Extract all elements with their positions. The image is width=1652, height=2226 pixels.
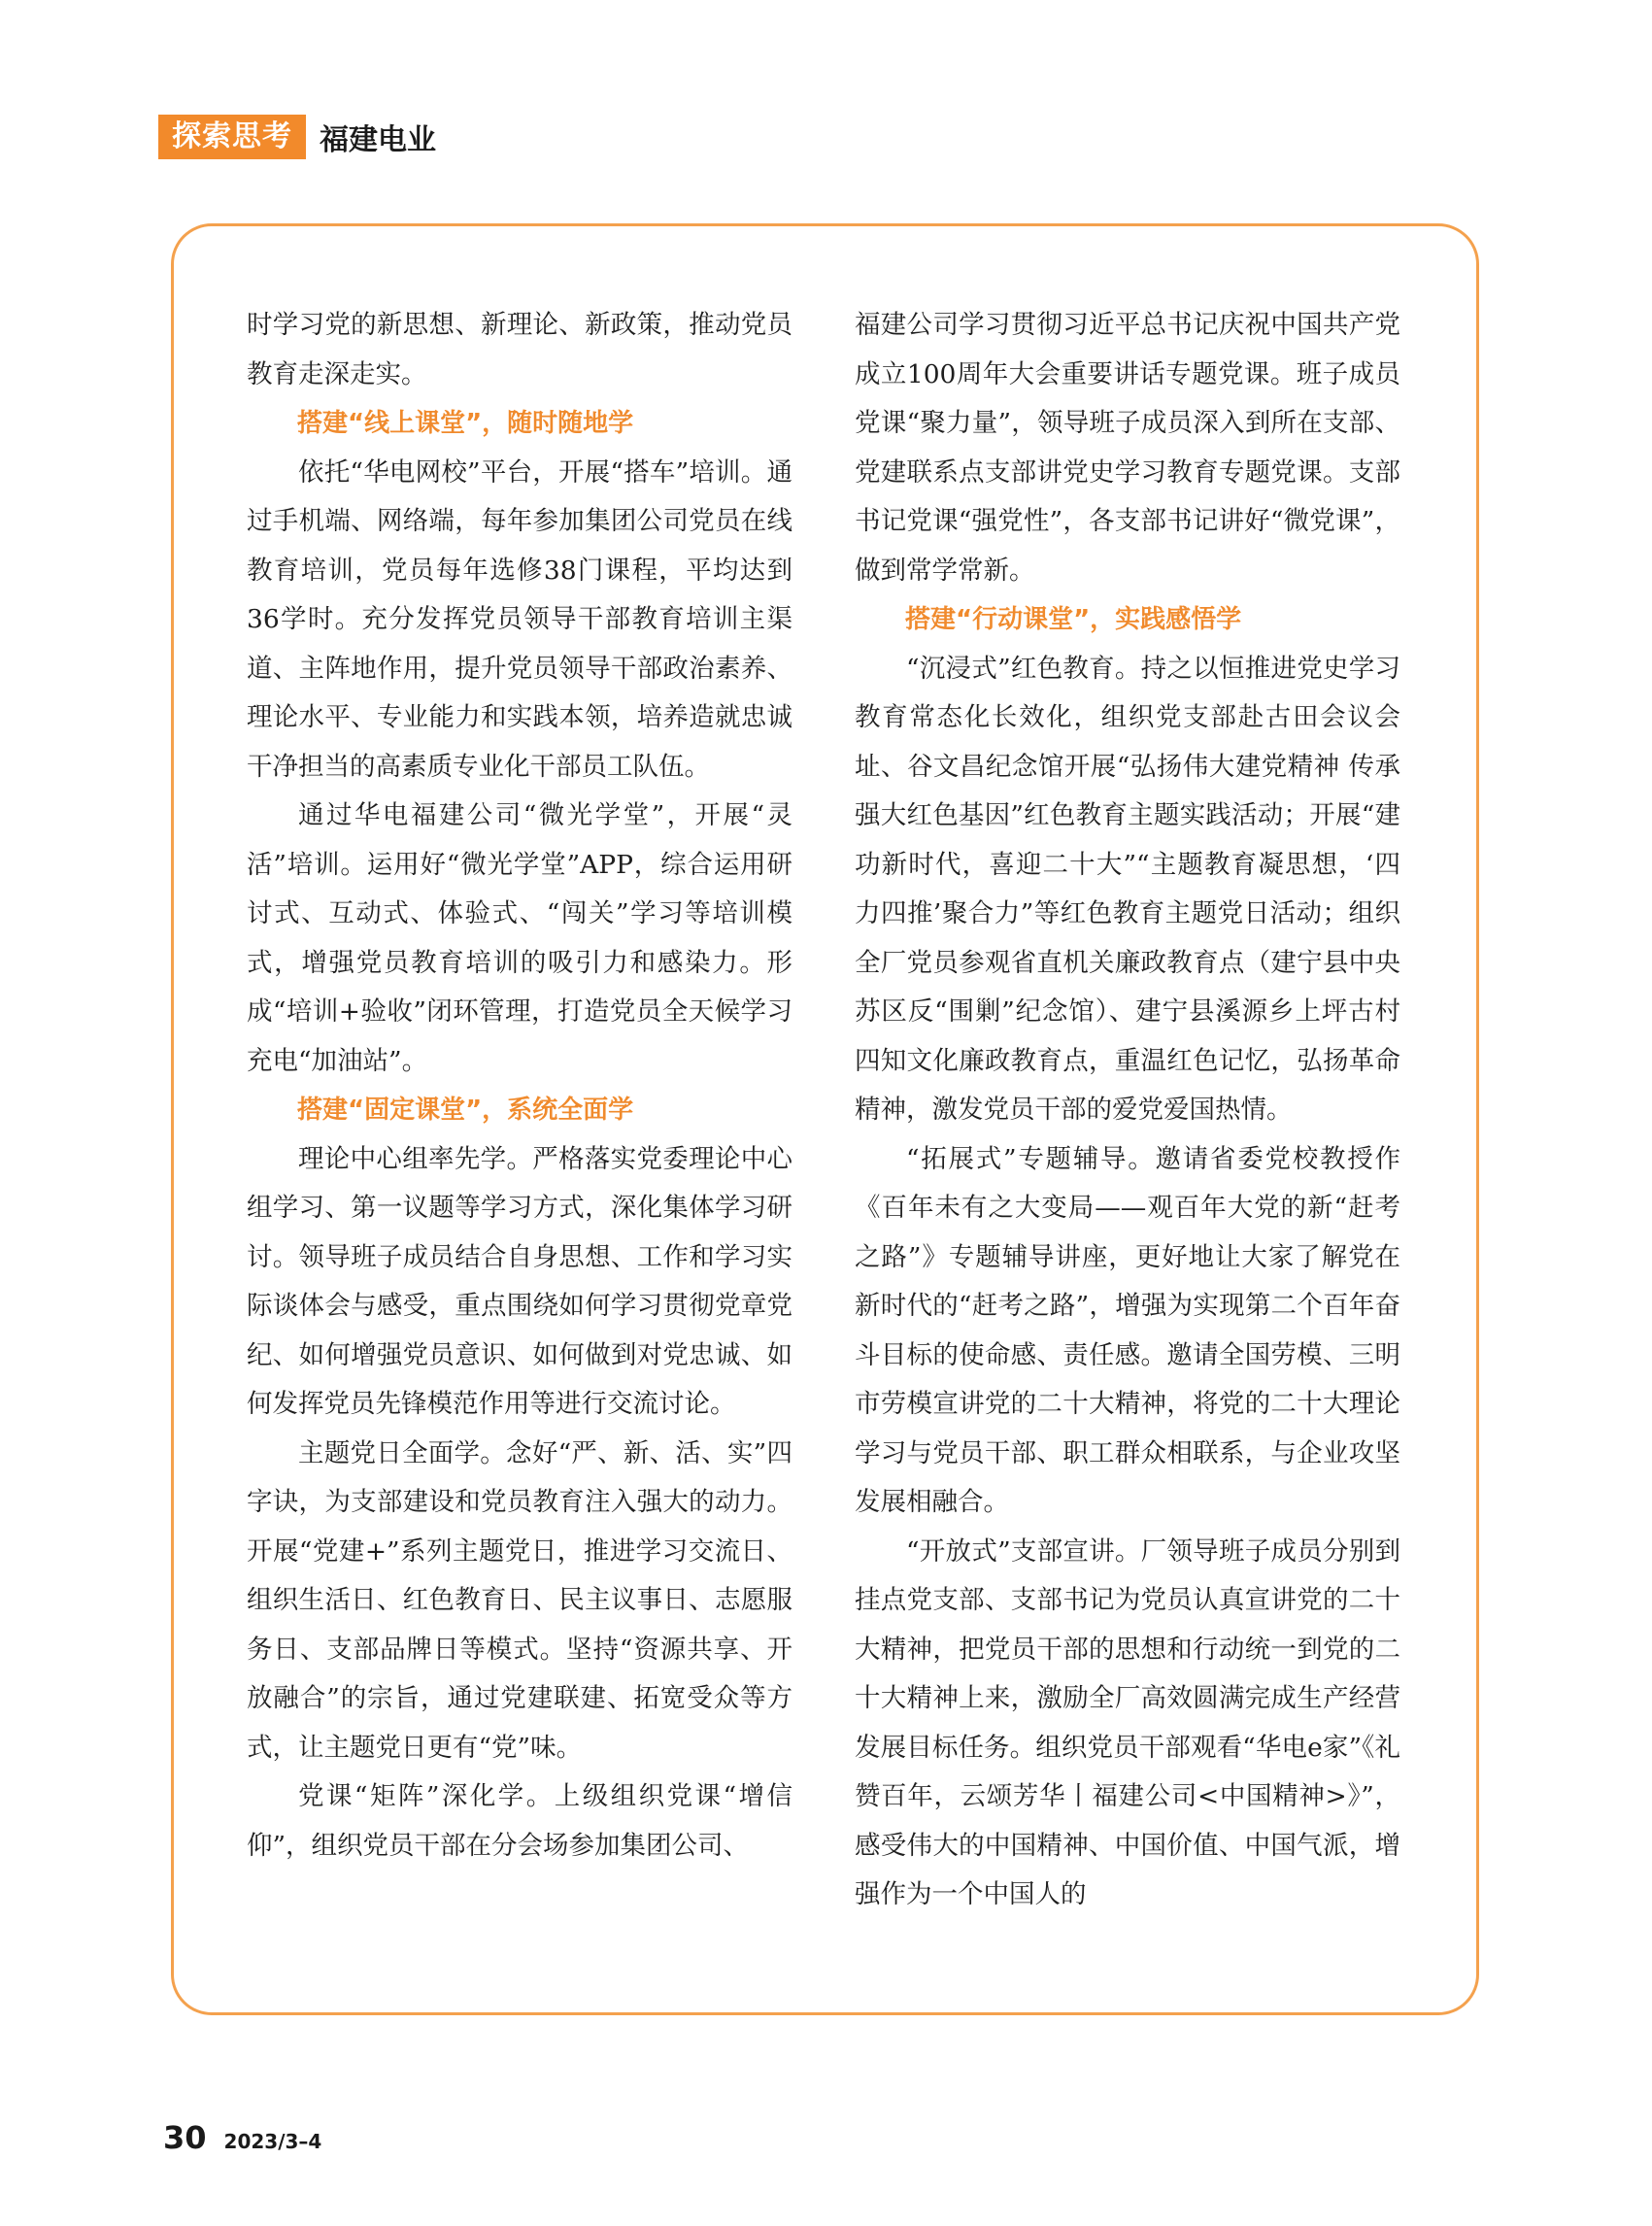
- paragraph: “开放式”支部宣讲。厂领导班子成员分别到挂点党支部、支部书记为党员认真宣讲党的二十大精神，把党员干部的思想和行动统一到党的二十大精神上来，激励全厂高效圆满完成生产经营发展目标任务。组织党员干部观看“华电e家”《礼赞百年，云颂芳华丨福建公司<中国精神>》”，感受伟大的中国精神、中国价值、中国气派，增强作为一个中国人的: [855, 1535, 1400, 1909]
- paragraph: 福建公司学习贯彻习近平总书记庆祝中国共产党成立100周年大会重要讲话专题党课。班子成员党课“聚力量”，领导班子成员深入到所在支部、党建联系点支部讲党史学习教育专题党课。支部书记党课“强党性”，各支部书记讲好“微党课”，做到常学常新。: [855, 310, 1400, 586]
- section-tag: 探索思考: [158, 115, 306, 159]
- page-header: [158, 115, 436, 159]
- page-number: 30: [163, 2119, 207, 2156]
- right-column: [855, 301, 1400, 1920]
- paragraph: 理论中心组率先学。严格落实党委理论中心组学习、第一议题等学习方式，深化集体学习研讨。领导班子成员结合自身思想、工作和学习实际谈体会与感受，重点围绕如何学习贯彻党章党纪、如何增强党员意识、如何做到对党忠诚、如何发挥党员先锋模范作用等进行交流讨论。: [247, 1143, 792, 1419]
- paragraph: “拓展式”专题辅导。邀请省委党校教授作《百年未有之大变局——观百年大党的新“赶考之路”》专题辅导讲座，更好地让大家了解党在新时代的“赶考之路”，增强为实现第二个百年奋斗目标的使命感、责任感。邀请全国劳模、三明市劳模宣讲党的二十大精神，将党的二十大理论学习与党员干部、职工群众相联系，与企业攻坚发展相融合。: [855, 1143, 1400, 1517]
- section-heading: 搭建“行动课堂”，实践感悟学: [905, 605, 1242, 634]
- paragraph: 党课“矩阵”深化学。上级组织党课“增信仰”，组织党员干部在分会场参加集团公司、: [247, 1781, 792, 1861]
- paragraph: 时学习党的新思想、新理论、新政策，推动党员教育走深走实。: [247, 310, 792, 389]
- paragraph: 通过华电福建公司“微光学堂”，开展“灵活”培训。运用好“微光学堂”APP，综合运用研讨式、互动式、体验式、“闯关”学习等培训模式，增强党员教育培训的吸引力和感染力。形成“培训+验收”闭环管理，打造党员全天候学习充电“加油站”。: [247, 800, 792, 1076]
- section-heading: 搭建“线上课堂”，随时随地学: [297, 409, 634, 438]
- magazine-title: 福建电业: [320, 123, 436, 157]
- paragraph: 主题党日全面学。念好“严、新、活、实”四字诀，为支部建设和党员教育注入强大的动力。开展“党建+”系列主题党日，推进学习交流日、组织生活日、红色教育日、民主议事日、志愿服务日、支部品牌日等模式。坚持“资源共享、开放融合”的宗旨，通过党建联建、拓宽受众等方式，让主题党日更有“党”味。: [247, 1437, 792, 1763]
- paragraph: “沉浸式”红色教育。持之以恒推进党史学习教育常态化长效化，组织党支部赴古田会议会址、谷文昌纪念馆开展“弘扬伟大建党精神 传承强大红色基因”红色教育主题实践活动；开展“建功新时代，喜迎二十大”“主题教育凝思想，‘四力四推’聚合力”等红色教育主题党日活动；组织全厂党员参观省直机关廉政教育点（建宁县中央苏区反“围剿”纪念馆）、建宁县溪源乡上坪古村四知文化廉政教育点，重温红色记忆，弘扬革命精神，激发党员干部的爱党爱国热情。: [855, 653, 1400, 1125]
- issue-label: 2023/3–4: [223, 2130, 322, 2153]
- left-column: [247, 301, 792, 1871]
- paragraph: 依托“华电网校”平台，开展“搭车”培训。通过手机端、网络端，每年参加集团公司党员在线教育培训，党员每年选修38门课程，平均达到36学时。充分发挥党员领导干部教育培训主渠道、主阵地作用，提升党员领导干部政治素养、理论水平、专业能力和实践本领，培养造就忠诚干净担当的高素质专业化干部员工队伍。: [247, 456, 792, 782]
- section-heading: 搭建“固定课堂”，系统全面学: [297, 1096, 634, 1125]
- page-footer: [163, 2119, 321, 2156]
